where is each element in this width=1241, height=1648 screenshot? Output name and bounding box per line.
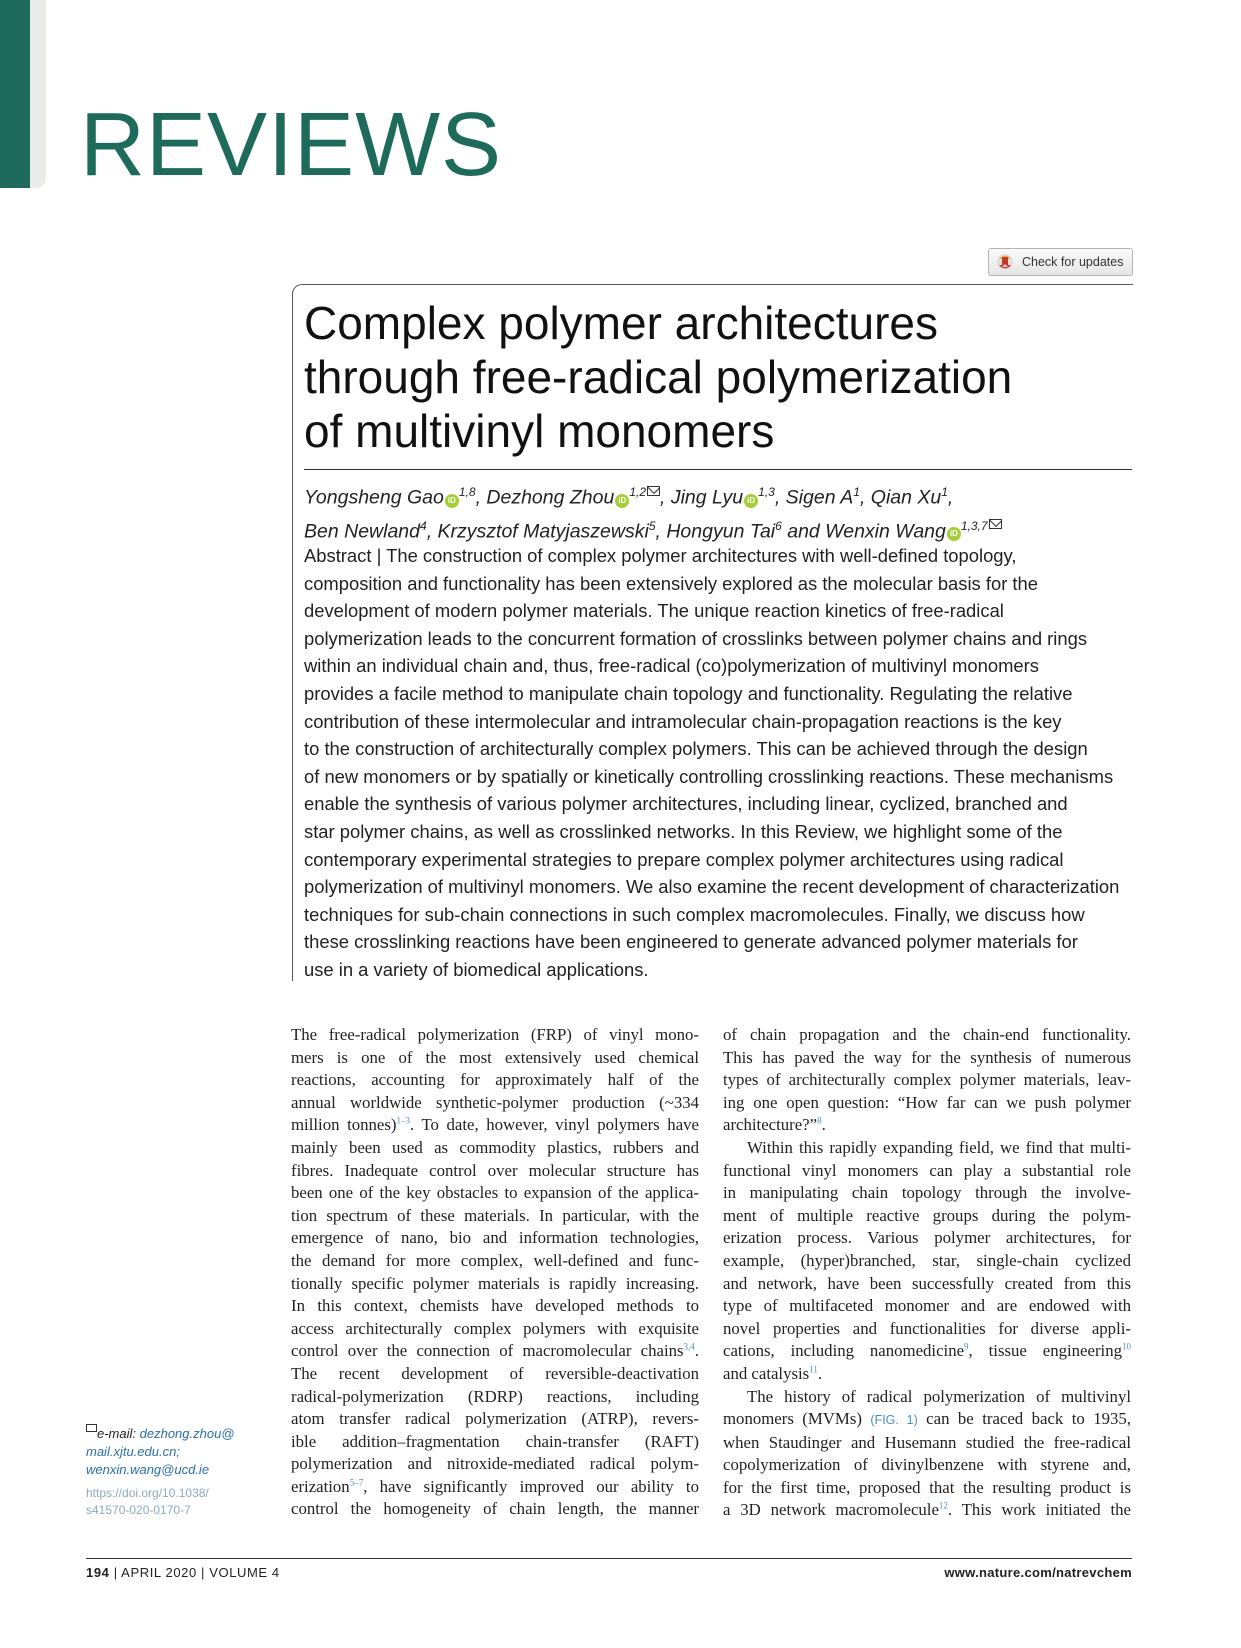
author-name[interactable]: , Sigen A: [774, 486, 854, 509]
check-for-updates-label: Check for updates: [1022, 255, 1124, 269]
body-line: novel properties and functionalities for diverse appli-: [723, 1318, 1131, 1338]
title-line: Complex polymer architectures: [304, 297, 939, 349]
author-name[interactable]: Yongsheng Gao: [304, 486, 444, 509]
reference-link[interactable]: 9: [964, 1341, 969, 1352]
body-line: functional vinyl monomers can play a substantial role: [723, 1160, 1131, 1180]
body-line: annual worldwide synthetic-polymer production (~334: [291, 1092, 699, 1112]
body-line: reactions, accounting for approximately half of the: [291, 1070, 699, 1090]
abstract-line: these crosslinking reactions have been engineered to generate advanced polymer materials for: [304, 931, 1078, 953]
email-label: e-mail:: [97, 1426, 140, 1441]
section-accent-shadow: [30, 0, 46, 188]
body-text: , tissue engineering: [968, 1341, 1122, 1361]
reference-link[interactable]: 5–7: [349, 1477, 364, 1488]
doi-link[interactable]: [86, 1485, 256, 1519]
body-line: erization process. Various polymer architectures, for: [723, 1228, 1131, 1248]
body-line: type of multifaceted monomer and are endowed with: [723, 1296, 1131, 1316]
page-number: 194: [86, 1565, 110, 1580]
body-text: million tonnes): [291, 1115, 397, 1135]
body-line: [291, 1340, 699, 1363]
body-line: and network, have been successfully created from this: [723, 1273, 1131, 1293]
body-text: , have significantly improved our ability to: [363, 1476, 699, 1496]
body-line: This has paved the way for the synthesis of numerous: [723, 1047, 1131, 1067]
body-line: atom transfer radical polymerization (ATRP), revers-: [291, 1409, 699, 1429]
abstract-line: composition and functionality has been extensively explored as the molecular basis for the: [304, 572, 1039, 594]
body-line: ible addition–fragmentation chain-transfer (RAFT): [291, 1431, 699, 1451]
author-name[interactable]: and Wenxin Wang: [781, 520, 946, 542]
body-line: the demand for more complex, well-defined and func-: [291, 1250, 699, 1270]
orcid-icon[interactable]: iD: [615, 494, 629, 508]
abstract-line: star polymer chains, as well as crosslinked networks. In this Review, we highlight some of the: [304, 820, 1063, 842]
author-affiliation: 1,3,7: [960, 518, 988, 533]
title-divider: [304, 469, 1132, 470]
abstract-line: provides a facile method to manipulate chain topology and functionality. Regulating the relative: [304, 682, 1073, 704]
author-name[interactable]: , Hongyun Tai: [655, 520, 776, 542]
body-text: architecture?”: [723, 1115, 818, 1135]
body-text: . To date, however, vinyl polymers have: [409, 1115, 699, 1135]
body-line: mainly been used as commodity plastics, rubbers and: [291, 1137, 699, 1157]
email-link[interactable]: dezhong.zhou@: [139, 1426, 235, 1441]
body-line: emergence of nano, bio and information technologies,: [291, 1228, 699, 1248]
author-affiliation: 5: [648, 518, 656, 533]
body-text: and catalysis: [723, 1363, 810, 1383]
issue-text: | APRIL 2020 | VOLUME 4: [109, 1565, 280, 1580]
body-line: [291, 1476, 699, 1499]
orcid-icon[interactable]: iD: [947, 527, 961, 541]
body-line: The recent development of reversible-deactivation: [291, 1363, 699, 1383]
body-line: example, (hyper)branched, star, single-chain cyclized: [723, 1250, 1131, 1270]
figure-link[interactable]: (FIG. 1): [870, 1413, 918, 1428]
abstract: [304, 542, 1134, 984]
body-text: . This work initiated the: [947, 1500, 1131, 1520]
body-line: ment of multiple reactive groups during the polym-: [723, 1205, 1131, 1225]
reference-link[interactable]: 12: [938, 1500, 948, 1511]
body-line: fibres. Inadequate control over molecular structure has: [291, 1160, 699, 1180]
abstract-line: Abstract | The construction of complex polymer architectures with well-defined topology,: [304, 545, 1017, 566]
author-affiliation: 1,8: [458, 485, 476, 499]
abstract-line: of new monomers or by spatially or kinetically controlling crosslinking reactions. These mechanisms: [304, 765, 1114, 787]
orcid-icon[interactable]: iD: [445, 494, 459, 508]
author-name[interactable]: Ben Newland: [304, 520, 420, 542]
author-affiliation: 1,3: [758, 485, 775, 499]
body-line: copolymerization of divinylbenzene with styrene and,: [723, 1455, 1131, 1475]
body-line: [723, 1114, 1131, 1137]
body-line: [723, 1499, 1131, 1522]
title-line: through free-radical polymerization: [304, 351, 1013, 403]
crossmark-icon: [996, 253, 1014, 271]
author-list: [304, 478, 1134, 545]
article-title: [304, 296, 1124, 458]
body-line: types of architecturally complex polymer materials, leav-: [723, 1070, 1131, 1090]
body-text: .: [821, 1115, 826, 1135]
reference-link[interactable]: 10: [1121, 1341, 1131, 1352]
body-text: cations, including nanomedicine: [723, 1341, 965, 1361]
author-affiliation: 4: [420, 518, 427, 533]
body-line: tion spectrum of these materials. In particular, with the: [291, 1205, 699, 1225]
body-text: monomers (MVMs): [723, 1409, 871, 1429]
abstract-line: contribution of these intermolecular and intramolecular chain-propagation reactions is the key: [304, 710, 1062, 732]
author-separator: ,: [947, 486, 954, 509]
abstract-line: techniques for sub-chain connections in such complex macromolecules. Finally, we discuss how: [304, 903, 1085, 925]
body-line: radical-polymerization (RDRP) reactions, including: [291, 1386, 699, 1406]
abstract-line: enable the synthesis of various polymer architectures, including linear, cyclized, branched and: [304, 793, 1068, 815]
section-heading: REVIEWS: [80, 95, 503, 195]
body-line: [723, 1363, 1131, 1386]
check-for-updates-button[interactable]: [988, 248, 1133, 276]
footer-divider: [86, 1558, 1132, 1559]
orcid-icon[interactable]: iD: [744, 494, 758, 508]
body-line: control the homogeneity of chain length, the manner: [291, 1499, 699, 1519]
title-line: of multivinyl monomers: [304, 405, 775, 457]
body-line: The free-radical polymerization (FRP) of vinyl mono-: [291, 1025, 699, 1044]
body-text: .: [694, 1341, 699, 1361]
body-line: [723, 1408, 1131, 1432]
body-line: of chain propagation and the chain-end functionality.: [723, 1025, 1131, 1044]
body-line: been one of the key obstacles to expansion of the applica-: [291, 1183, 699, 1203]
author-affiliation: 1,2: [629, 485, 647, 499]
body-line: Within this rapidly expanding field, we find that multi-: [747, 1137, 1131, 1157]
body-line: The history of radical polymerization of multivinyl: [747, 1386, 1131, 1406]
journal-url[interactable]: www.nature.com/natrevchem: [944, 1565, 1132, 1580]
abstract-line: polymerization leads to the concurrent formation of crosslinks between polymer chains and rings: [304, 627, 1088, 649]
author-affiliation: 1: [941, 485, 948, 499]
body-line: ing one open question: “How far can we push polymer: [723, 1092, 1131, 1112]
body-line: [291, 1114, 699, 1137]
body-text: control over the connection of macromolecular chains: [291, 1341, 684, 1361]
body-line: in manipulating chain topology through the involve-: [723, 1183, 1131, 1203]
author-name[interactable]: , Qian Xu: [859, 486, 942, 509]
body-text: .: [817, 1363, 823, 1383]
footer-issue-info: [86, 1565, 280, 1580]
author-affiliation: 1: [853, 485, 860, 499]
abstract-line: to the construction of architecturally complex polymers. This can be achieved through the design: [304, 738, 1088, 760]
email-link[interactable]: wenxin.wang@ucd.ie: [86, 1462, 210, 1477]
abstract-line: within an individual chain and, thus, free-radical (co)polymerization of multivinyl monomers: [304, 655, 1039, 677]
body-line: tionally specific polymer materials is rapidly increasing.: [291, 1273, 699, 1293]
envelope-icon: [989, 519, 1002, 529]
envelope-icon: [86, 1424, 97, 1432]
envelope-icon: [647, 486, 660, 496]
reference-link[interactable]: 1–3: [396, 1115, 410, 1126]
body-line: access architecturally complex polymers with exquisite: [291, 1318, 699, 1338]
body-column-right: [723, 1024, 1131, 1522]
abstract-line: polymerization of multivinyl monomers. We also examine the recent development of characterization: [304, 876, 1120, 898]
body-line: polymerization and nitroxide-mediated radical polym-: [291, 1454, 699, 1474]
abstract-line: contemporary experimental strategies to prepare complex polymer architectures using radical: [304, 848, 1064, 870]
email-link[interactable]: mail.xjtu.edu.cn;: [86, 1444, 180, 1459]
body-line: In this context, chemists have developed methods to: [291, 1296, 699, 1316]
reference-link[interactable]: 8: [817, 1115, 822, 1126]
section-accent-bar: [0, 0, 30, 188]
body-text: can be traced back to 1935,: [917, 1409, 1131, 1429]
correspondence-note: [86, 1424, 256, 1519]
author-name[interactable]: , Jing Lyu: [660, 486, 744, 509]
body-text: a 3D network macromolecule: [723, 1500, 939, 1520]
body-line: when Staudinger and Husemann studied the free-radical: [723, 1432, 1131, 1452]
body-text: erization: [291, 1476, 350, 1496]
author-name[interactable]: , Dezhong Zhou: [475, 486, 615, 509]
doi-line: s41570-020-0170-7: [86, 1503, 191, 1517]
body-column-left: [291, 1024, 699, 1521]
author-name[interactable]: , Krzysztof Matyjaszewski: [426, 520, 649, 542]
doi-line: https://doi.org/10.1038/: [86, 1486, 209, 1500]
abstract-line: development of modern polymer materials. The unique reaction kinetics of free-radical: [304, 600, 1004, 622]
author-affiliation: 6: [775, 518, 782, 533]
abstract-line: use in a variety of biomedical applications.: [304, 958, 649, 980]
reference-link[interactable]: 11: [809, 1364, 818, 1375]
body-line: mers is one of the most extensively used chemical: [291, 1047, 699, 1067]
reference-link[interactable]: 3,4: [683, 1341, 695, 1352]
figure-link-text: FIG. 1: [874, 1413, 914, 1428]
body-line: for the first time, proposed that the resulting product is: [723, 1477, 1131, 1497]
body-line: [723, 1340, 1131, 1363]
